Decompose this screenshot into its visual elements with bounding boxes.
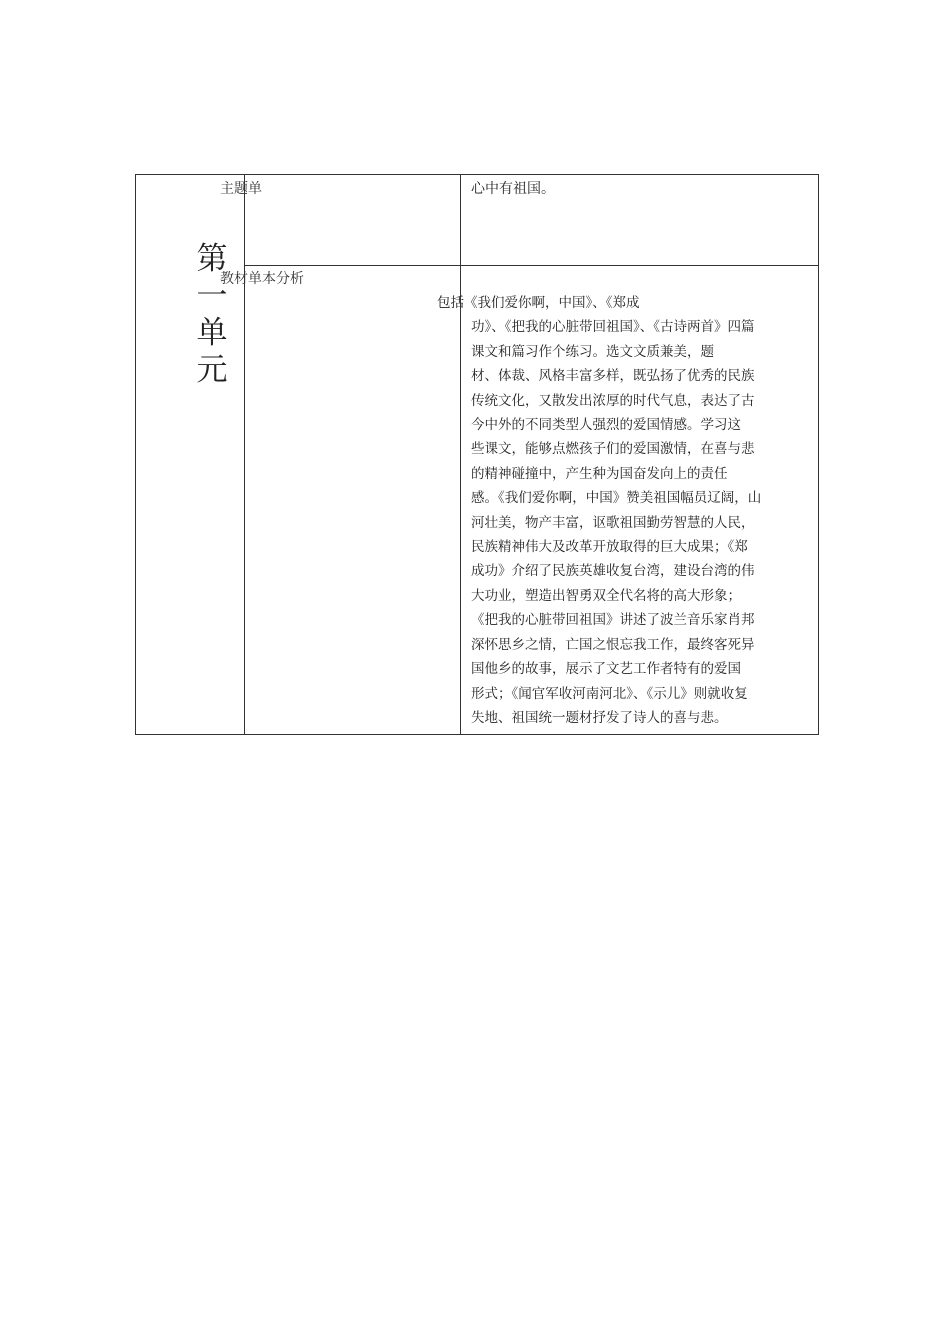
unit-title: [192, 241, 232, 389]
analysis-line: 包括《我们爱你啊，中国》、《郑成: [437, 295, 640, 311]
analysis-line: 传统文化，又散发出浓厚的时代气息，表达了古: [471, 392, 755, 409]
analysis-text: [437, 291, 813, 730]
unit-table: [135, 174, 819, 735]
analysis-line: 感。《我们爱你啊，中国》赞美祖国幅员辽阔，山: [471, 490, 762, 507]
analysis-line: 国他乡的故事，展示了文艺工作者特有的爱国: [471, 661, 741, 678]
row-divider: [244, 265, 818, 266]
theme-label: 主题单: [220, 181, 262, 197]
analysis-line: 成功》介绍了民族英雄收复台湾，建设台湾的伟: [471, 563, 755, 580]
analysis-line: 形式；《闻官军收河南河北》、《示儿》则就收复: [471, 685, 748, 702]
analysis-line: 《把我的心脏带回祖国》讲述了波兰音乐家肖邦: [471, 612, 755, 629]
unit-title-char: 一: [196, 278, 228, 314]
analysis-line: 民族精神伟大及改革开放取得的巨大成果；《郑: [471, 539, 748, 556]
analysis-line: 深怀思乡之情，亡国之恨忘我工作，最终客死异: [471, 636, 755, 653]
unit-title-char: 单: [196, 315, 228, 351]
analysis-line: 今中外的不同类型人强烈的爱国情感。学习这: [471, 417, 741, 434]
analysis-line: 功》、《把我的心脏带回祖国》、《古诗两首》四篇: [471, 319, 755, 336]
analysis-line: 的精神碰撞中，产生种为国奋发向上的责任: [471, 465, 728, 482]
column-divider-right: [460, 175, 461, 734]
unit-title-char: 元: [196, 352, 228, 388]
theme-value: 心中有祖国。: [471, 181, 555, 197]
column-divider-left: [244, 175, 245, 734]
analysis-line: 些课文，能够点燃孩子们的爱国激情，在喜与悲: [471, 441, 755, 458]
analysis-line: 课文和篇习作个练习。选文文质兼美，题: [471, 343, 714, 360]
analysis-line: 大功业，塑造出智勇双全代名将的高大形象；: [471, 587, 741, 604]
analysis-line: 材、体裁、风格丰富多样，既弘扬了优秀的民族: [471, 368, 755, 385]
analysis-label: 教材单本分析: [220, 271, 304, 287]
unit-title-char: 第: [196, 241, 228, 277]
analysis-line: 河壮美，物产丰富，讴歌祖国勤劳智慧的人民，: [471, 514, 755, 531]
analysis-line: 失地、祖国统一题材抒发了诗人的喜与悲。: [471, 709, 728, 726]
